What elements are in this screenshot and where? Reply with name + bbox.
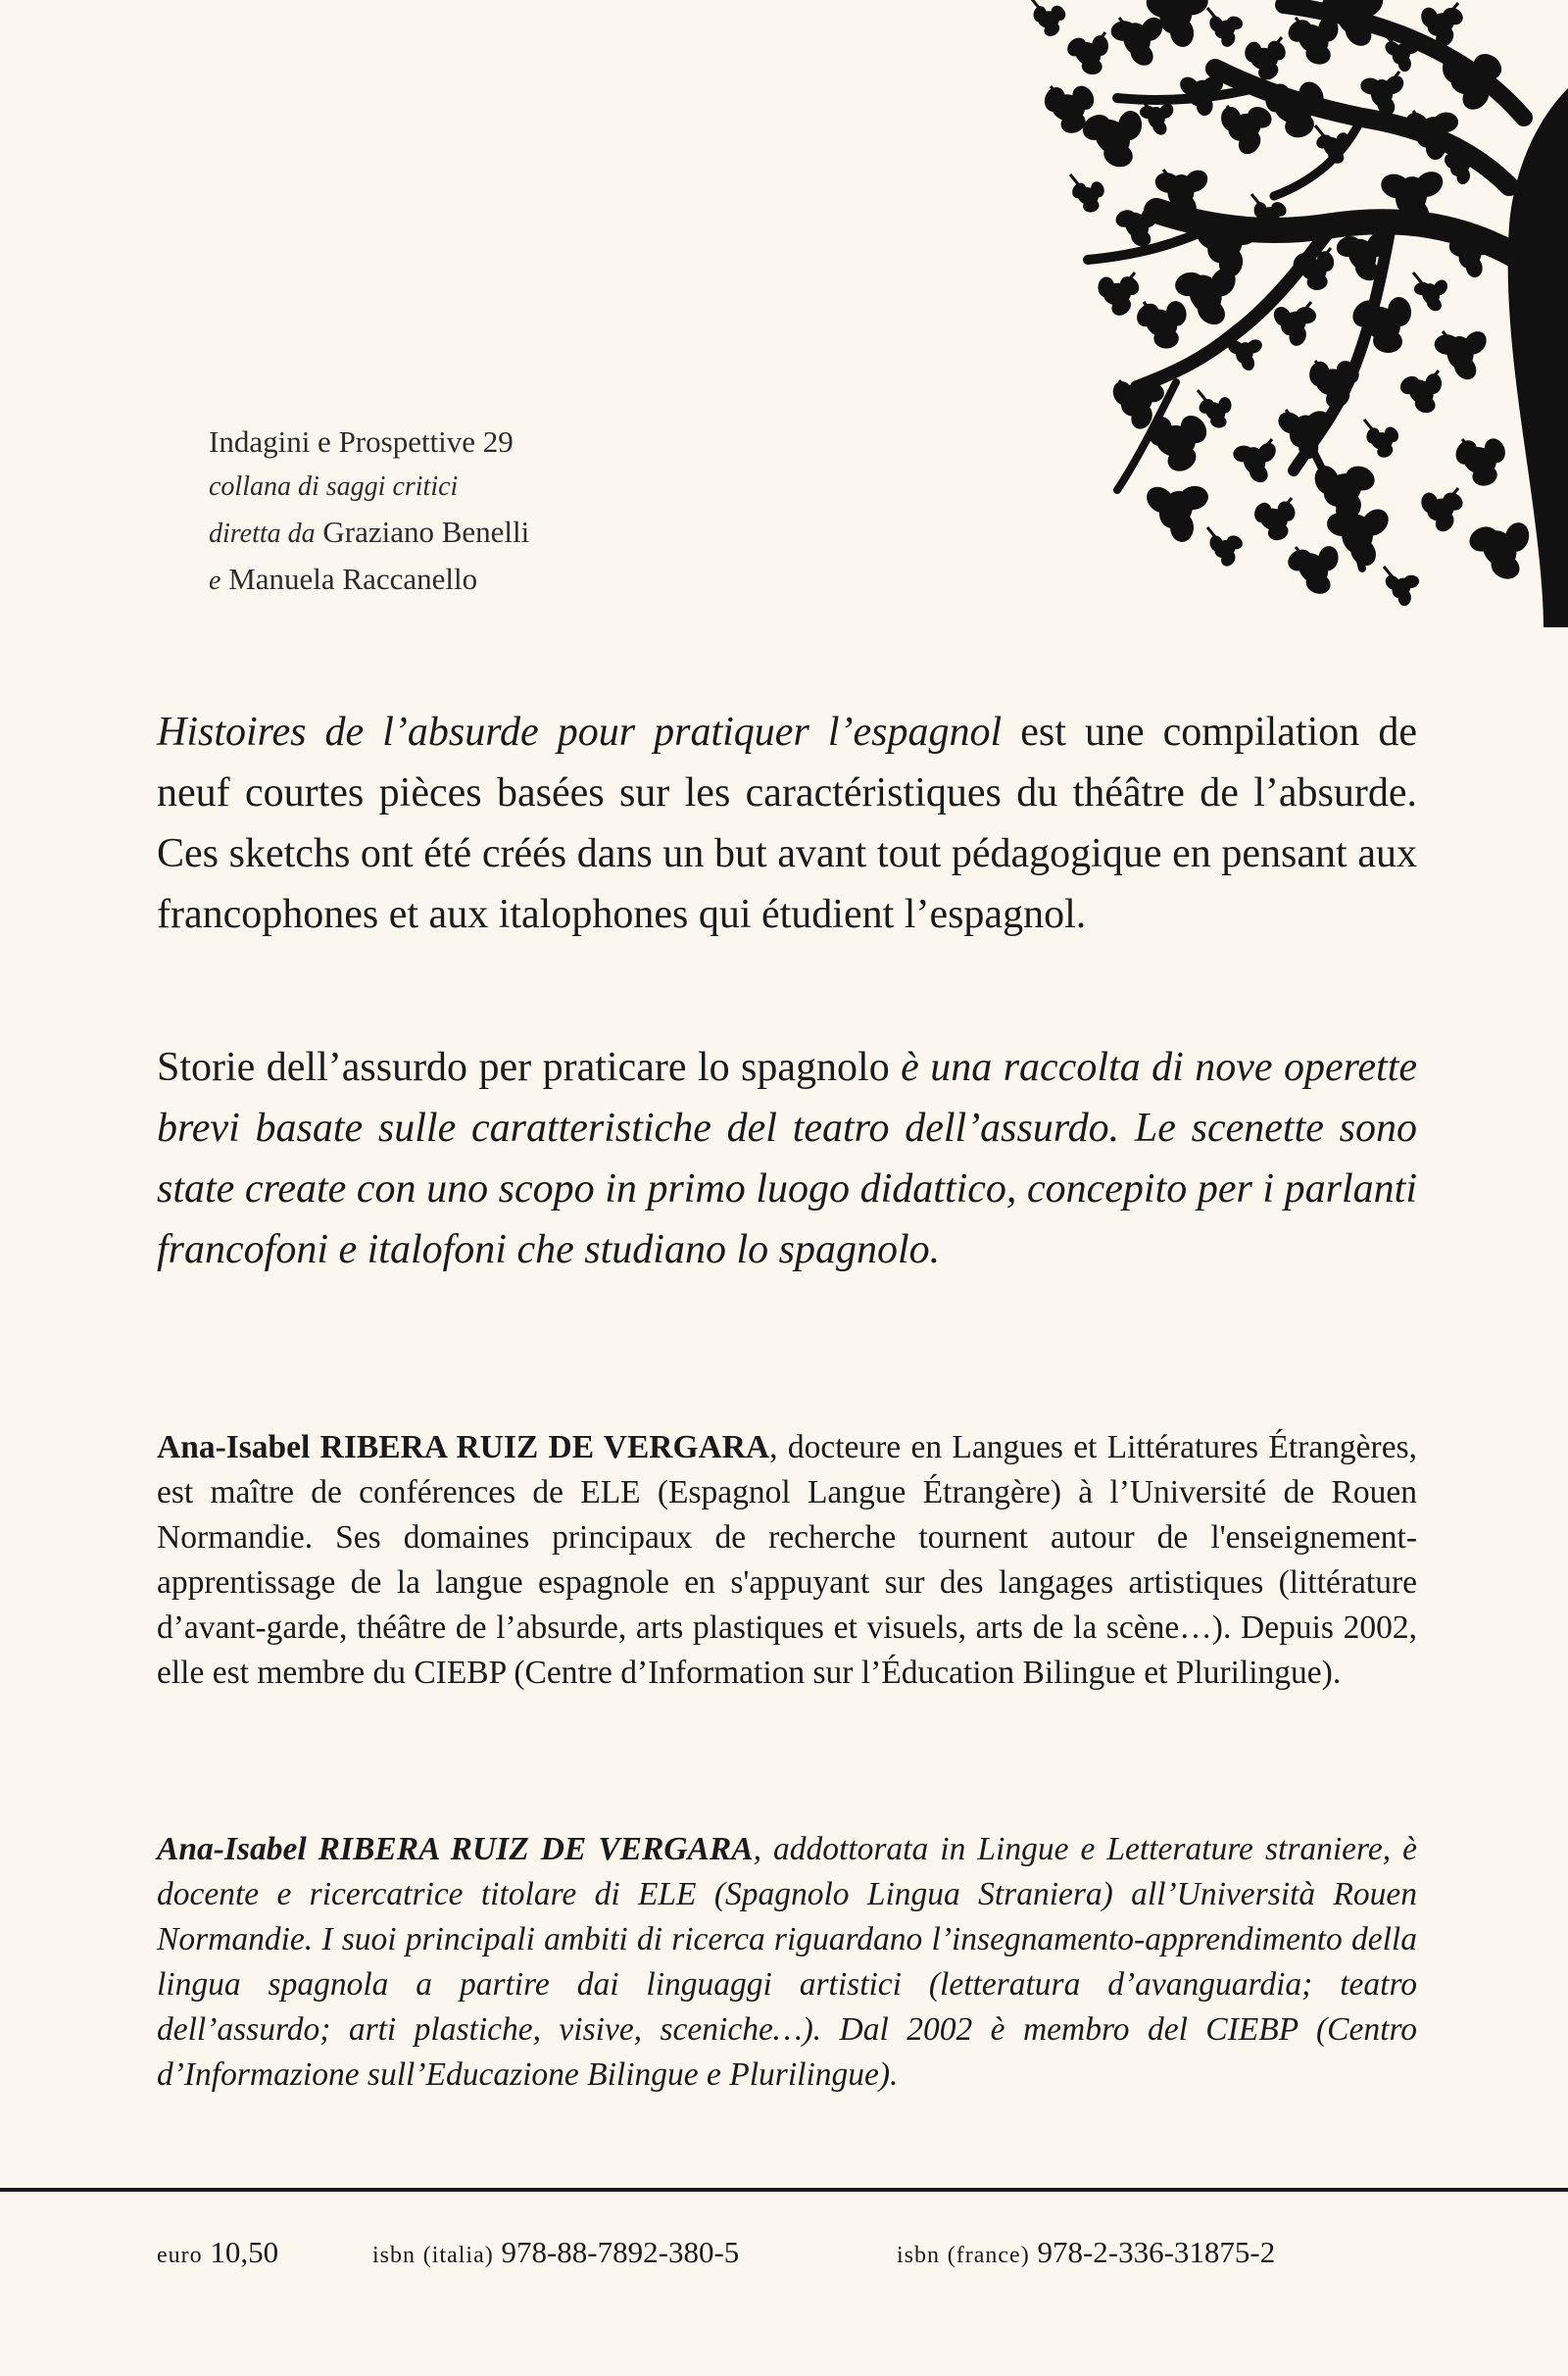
isbn-value-france: 978-2-336-31875-2: [1037, 2235, 1276, 2269]
author-bio-italian-text: , addottorata in Lingue e Letterature straniere, è docente e ricercatrice titolare di ELE (Spagnolo Lingua Straniera) all’Università Rouen Normandie. I suoi principali ambiti di ricerca riguardano l’insegnamento-apprendimento della lingua spagnola a partire dai linguaggi artistici (letteratura d’avanguardia; teatro dell’assurdo; arti plastiche, visive, sceniche…). Dal 2002 è membro del CIEBP (Centro d’Informazione sull’Educazione Bilingue e Plurilingue).: [157, 1831, 1417, 2093]
price: [157, 2233, 278, 2275]
series-title: Indagini e Prospettive 29: [209, 424, 514, 459]
series-subtitle: collana di saggi critici: [209, 471, 459, 502]
author-bio-french: [157, 1425, 1417, 1696]
summary-italian: [157, 1037, 1417, 1280]
series-editors-line-2: [209, 557, 529, 604]
isbn-label-france: isbn: [897, 2243, 941, 2268]
price-label: euro: [157, 2243, 203, 2268]
editor-1: Graziano Benelli: [322, 515, 530, 549]
isbn-france: [897, 2233, 1275, 2275]
summary-french-text: est une compilation de neuf courtes pièces basées sur les caractéristiques du théâtre de l’absurde. Ces sketchs ont été créés dans un but avant tout pédagogique en pensant aux francophones et aux italophones qui étudient l’espagnol.: [157, 710, 1417, 937]
summary-italian-text: è una raccolta di nove operette brevi basate sulle caratteristiche del teatro dell’assurdo. Le scenette sono state create con uno scopo in primo luogo didattico, concepito per i parlanti francofoni e italofoni che studiano lo spagnolo.: [157, 1045, 1418, 1272]
book-title-italian: Storie dell’assurdo per praticare lo spagnolo: [157, 1045, 890, 1090]
author-name-french: Ana-Isabel RIBERA RUIZ DE VERGARA: [157, 1429, 770, 1465]
isbn-country-italy: (italia): [422, 2243, 494, 2268]
author-bio-italian: [157, 1827, 1417, 2098]
tree-silhouette-icon: [627, 0, 1568, 627]
isbn-country-france: (france): [947, 2243, 1030, 2268]
and-label: e: [209, 566, 221, 596]
price-value: 10,50: [210, 2235, 279, 2269]
isbn-value-italy: 978-88-7892-380-5: [501, 2235, 740, 2269]
author-name-italian: Ana-Isabel RIBERA RUIZ DE VERGARA: [157, 1831, 754, 1867]
editor-2: Manuela Raccanello: [228, 562, 478, 596]
author-bio-french-text: , docteure en Langues et Littératures Étrangères, est maître de conférences de ELE (Espagnol Langue Étrangère) à l’Université de Rouen Normandie. Ses domaines principaux de recherche tournent autour de l'enseignement-apprentissage de la langue espagnole en s'appuyant sur des langages artistiques (littérature d’avant-garde, théâtre de l’absurde, arts plastiques et visuels, arts de la scène…). Depuis 2002, elle est membre du CIEBP (Centre d’Information sur l’Éducation Bilingue et Plurilingue).: [157, 1429, 1417, 1691]
series-editors-line-1: [209, 510, 529, 557]
directed-by-label: diretta da: [209, 519, 316, 549]
isbn-label-italy: isbn: [372, 2243, 416, 2268]
summary-french: [157, 702, 1417, 945]
footer-divider: [0, 2188, 1568, 2192]
series-info: [209, 420, 529, 604]
book-title-french: Histoires de l’absurde pour pratiquer l’espagnol: [157, 710, 1003, 755]
isbn-italy: [372, 2233, 739, 2275]
